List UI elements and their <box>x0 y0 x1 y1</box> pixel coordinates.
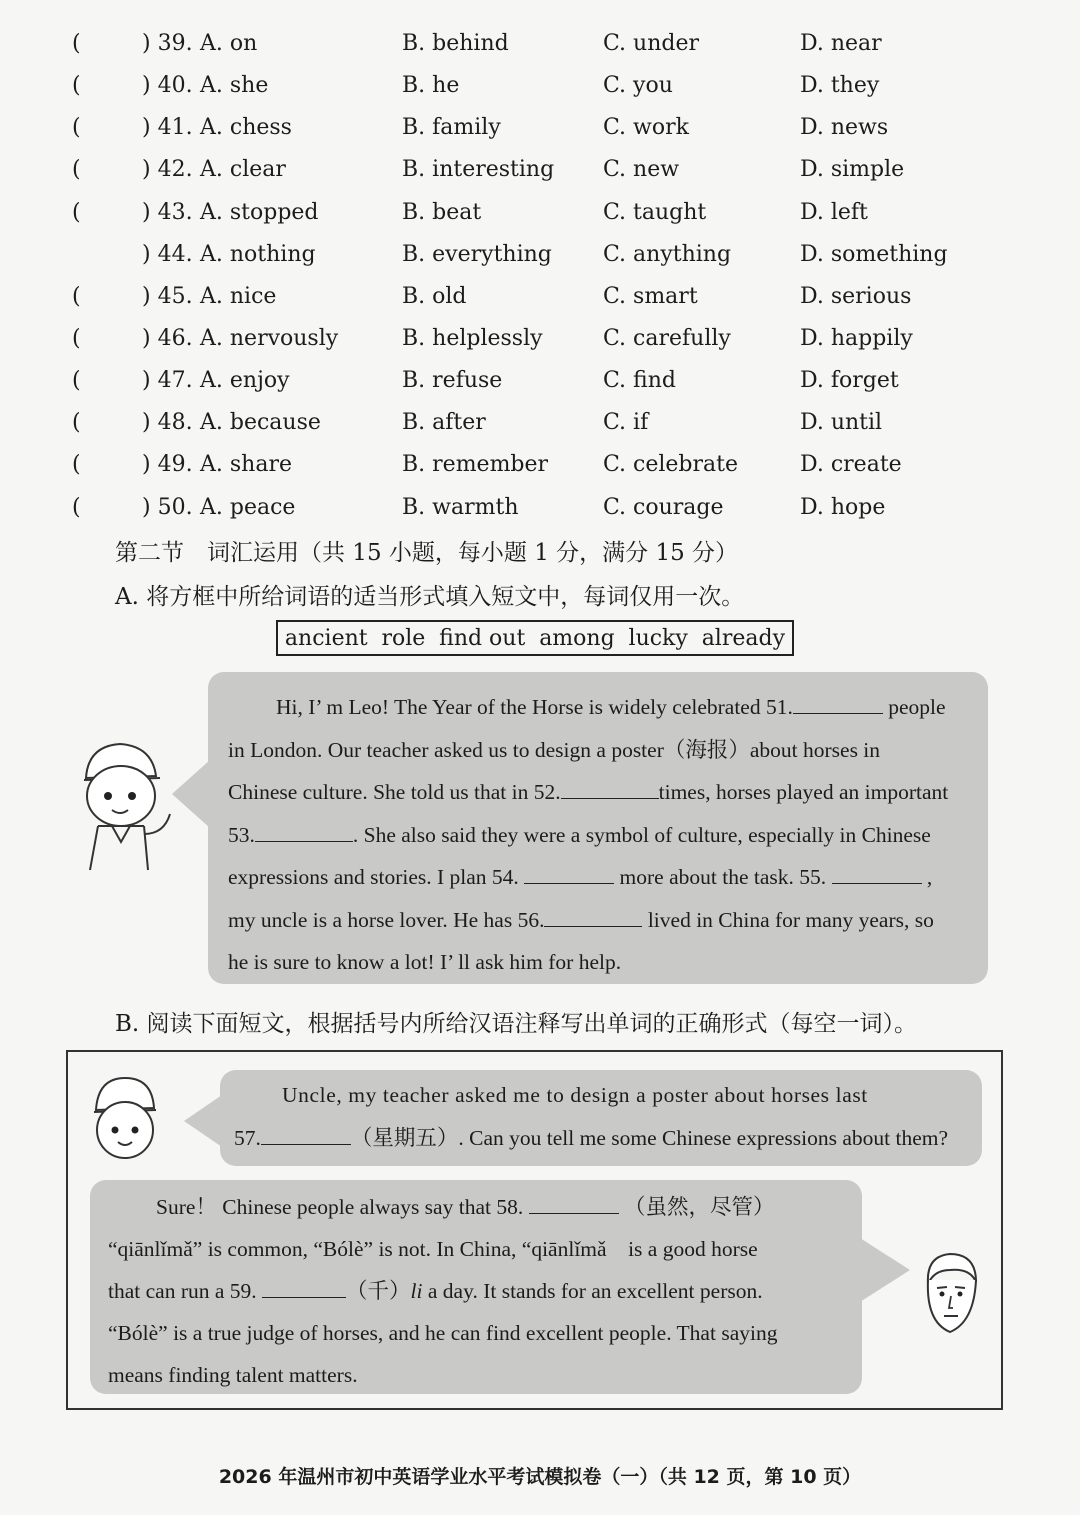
option-b: B. refuse <box>402 368 503 393</box>
question-row <box>0 235 1080 275</box>
option-a: A. nervously <box>200 326 339 351</box>
option-c: C. you <box>603 73 673 98</box>
passage-text: expressions and stories. I plan 54. <box>228 865 519 889</box>
passage-text: . She also said they were a symbol of culture, especially in Chinese <box>352 822 931 847</box>
question-number: ) 44. <box>142 242 193 267</box>
passage-text: people <box>888 695 946 719</box>
option-d: D. forget <box>800 368 899 393</box>
option-d: D. near <box>800 31 882 56</box>
blank-54[interactable] <box>524 863 614 884</box>
question-row <box>0 403 1080 443</box>
option-d: D. something <box>800 242 948 267</box>
answer-bracket[interactable]: ( <box>72 200 81 225</box>
answer-bracket[interactable]: ( <box>72 452 81 477</box>
question-number: ) 50. <box>142 495 193 520</box>
option-d: D. they <box>800 73 880 98</box>
option-b: B. family <box>402 115 501 140</box>
dialog-text: “Bólè” is a true judge of horses, and he can find excellent people. That saying <box>108 1321 778 1345</box>
option-a: A. peace <box>200 495 296 520</box>
question-number: ) 48. <box>142 410 193 435</box>
option-d: D. create <box>800 452 902 477</box>
option-a: A. share <box>200 452 292 477</box>
dialog-text: （虽然，尽管） <box>623 1195 775 1219</box>
answer-bracket[interactable]: ( <box>72 31 81 56</box>
word-bank-item: already <box>701 625 786 651</box>
dialog-text: li <box>410 1279 423 1303</box>
answer-bracket[interactable]: ( <box>72 115 81 140</box>
section-title: 第二节 词汇运用（共 15 小题，每小题 1 分，满分 15 分） <box>115 540 739 566</box>
word-box <box>276 620 794 656</box>
option-c: C. find <box>603 368 676 393</box>
passage-text: my uncle is a horse lover. He has 56. <box>228 907 545 932</box>
option-c: C. courage <box>603 495 724 520</box>
option-d: D. happily <box>800 326 913 351</box>
option-b: B. behind <box>402 31 509 56</box>
question-row <box>0 193 1080 233</box>
option-a: A. chess <box>200 115 292 140</box>
question-row <box>0 150 1080 190</box>
question-row <box>0 361 1080 401</box>
option-c: C. new <box>603 157 680 182</box>
question-row <box>0 488 1080 528</box>
question-row <box>0 24 1080 64</box>
dialog-text: “qiānlǐmǎ” is common, “Bólè” is not. In China, “qiānlǐmǎ is a good horse <box>108 1237 758 1261</box>
option-b: B. everything <box>402 242 552 267</box>
bubble-tail <box>184 1095 222 1147</box>
option-c: C. celebrate <box>603 452 739 477</box>
answer-bracket[interactable]: ( <box>72 157 81 182</box>
option-a: A. on <box>200 31 258 56</box>
question-number: ) 43. <box>142 200 193 225</box>
option-c: C. carefully <box>603 326 731 351</box>
dialog-text: （千） <box>346 1279 411 1303</box>
question-row <box>0 445 1080 485</box>
answer-bracket[interactable]: ( <box>72 73 81 98</box>
word-bank-item: lucky <box>628 625 688 651</box>
option-b: B. old <box>402 284 467 309</box>
option-a: A. nice <box>200 284 277 309</box>
passage-text: he is sure to know a lot! I’ ll ask him for help. <box>228 950 622 974</box>
passage-text: in London. Our teacher asked us to design a poster（海报）about horses in <box>228 737 881 762</box>
option-d: D. hope <box>800 495 886 520</box>
passage-text: lived in China for many years, so <box>647 907 934 932</box>
blank-59[interactable] <box>262 1277 346 1298</box>
option-b: B. he <box>402 73 460 98</box>
option-c: C. smart <box>603 284 698 309</box>
option-a: A. nothing <box>200 242 316 267</box>
answer-bracket[interactable]: ( <box>72 410 81 435</box>
dialog-bubble-uncle <box>90 1180 862 1394</box>
option-d: D. news <box>800 115 889 140</box>
answer-bracket[interactable]: ( <box>72 326 81 351</box>
dialog-text: that can run a 59. <box>108 1279 257 1303</box>
passage-text: Chinese culture. She told us that in 52. <box>228 780 561 804</box>
option-b: B. interesting <box>402 157 555 182</box>
question-number: ) 42. <box>142 157 193 182</box>
page-footer: 2026 年温州市初中英语学业水平考试模拟卷（一）（共 12 页，第 10 页） <box>218 1466 862 1488</box>
boy-avatar-icon <box>88 1074 162 1166</box>
answer-bracket[interactable]: ( <box>72 495 81 520</box>
dialog-text: a day. It stands for an excellent person. <box>422 1279 763 1303</box>
passage-text: 53. <box>228 822 255 847</box>
option-a: A. because <box>200 410 321 435</box>
question-number: ) 41. <box>142 115 193 140</box>
word-bank-item: find out <box>439 625 526 651</box>
blank-58[interactable] <box>529 1193 619 1214</box>
question-number: ) 49. <box>142 452 193 477</box>
option-c: C. anything <box>603 242 732 267</box>
question-number: ) 46. <box>142 326 193 351</box>
question-row <box>0 108 1080 148</box>
option-d: D. serious <box>800 284 912 309</box>
question-row <box>0 277 1080 317</box>
part-a-instruction: A. 将方框中所给词语的适当形式填入短文中，每词仅用一次。 <box>115 584 745 610</box>
question-row <box>0 319 1080 359</box>
boy-avatar-icon <box>68 738 178 876</box>
option-b: B. after <box>402 410 486 435</box>
option-c: C. taught <box>603 200 707 225</box>
blank-51[interactable] <box>793 693 883 714</box>
word-bank-item: role <box>381 625 426 651</box>
answer-bracket[interactable]: ( <box>72 284 81 309</box>
passage-text: more about the task. 55. <box>619 865 827 889</box>
passage-text: times, horses played an important <box>658 780 949 804</box>
dialog-bubble-boy <box>220 1070 982 1166</box>
answer-bracket[interactable]: ( <box>72 368 81 393</box>
question-row <box>0 66 1080 106</box>
blank-57[interactable] <box>261 1124 351 1145</box>
option-a: A. stopped <box>200 200 319 225</box>
option-b: B. warmth <box>402 495 519 520</box>
option-d: D. simple <box>800 157 905 182</box>
part-b-instruction: B. 阅读下面短文，根据括号内所给汉语注释写出单词的正确形式（每空一词）。 <box>115 1011 918 1037</box>
blank-56[interactable] <box>544 905 642 926</box>
man-avatar-icon <box>920 1250 982 1338</box>
option-c: C. under <box>603 31 699 56</box>
option-b: B. beat <box>402 200 482 225</box>
option-d: D. until <box>800 410 883 435</box>
option-d: D. left <box>800 200 868 225</box>
dialog-text: Uncle, my teacher asked me to design a poster about horses last <box>282 1083 868 1107</box>
option-b: B. remember <box>402 452 549 477</box>
option-c: C. if <box>603 410 649 435</box>
word-bank-item: ancient <box>284 625 368 651</box>
option-a: A. enjoy <box>200 368 290 393</box>
dialog-text: Sure！ Chinese people always say that 58. <box>156 1195 524 1219</box>
question-number: ) 47. <box>142 368 193 393</box>
question-number: ) 39. <box>142 31 193 56</box>
blank-52[interactable] <box>561 778 659 799</box>
question-number: ) 40. <box>142 73 193 98</box>
passage-bubble <box>208 672 988 984</box>
dialog-text: （星期五）. Can you tell me some Chinese expressions about them? <box>350 1126 949 1150</box>
option-c: C. work <box>603 115 689 140</box>
bubble-tail <box>172 760 210 828</box>
passage-text: Hi, I’ m Leo! The Year of the Horse is widely celebrated 51. <box>276 695 793 719</box>
dialog-text: means finding talent matters. <box>108 1363 358 1387</box>
option-a: A. she <box>200 73 269 98</box>
blank-53[interactable] <box>255 820 353 841</box>
option-b: B. helplessly <box>402 326 543 351</box>
blank-55[interactable] <box>832 863 922 884</box>
question-number: ) 45. <box>142 284 193 309</box>
word-bank-item: among <box>539 625 615 651</box>
passage-text: , <box>926 865 933 889</box>
bubble-tail <box>860 1238 910 1302</box>
dialog-text: 57. <box>234 1126 261 1150</box>
option-a: A. clear <box>200 157 286 182</box>
